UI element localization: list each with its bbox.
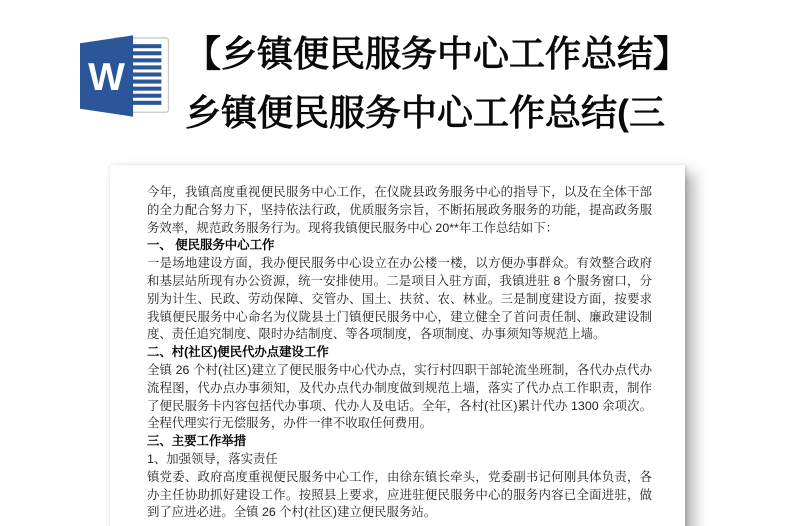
document-paragraph: 一是场地建设方面，我办便民服务中心设立在办公楼一楼，以方便办事群众。有效整合政府和基层站所现有办公资源，统一安排使用。二是项目入驻方面，我镇进驻 8 个服务窗口，分别为计生、民政、劳动保障、交管办、国土、扶贫、农、林业。三是制度建设方面，按要求我镇便民服务中心命名为仪陇县土门镇便民服务中心，建立健全了首问责任制、廉政建设制度、责任追究制度、限时办结制度、等各项制度，各项制度、办事须知等规范上墙。 — [147, 256, 652, 342]
document-title — [185, 24, 800, 142]
document-page — [110, 165, 685, 526]
document-heading: 三、主要工作举措 — [147, 434, 247, 449]
document-paragraph: 1、加强领导，落实责任 — [147, 451, 278, 466]
document-paragraph: 全镇 26 个村(社区)建立了便民服务中心代办点，实行村四职干部轮流坐班制，各代办点代办流程图，代办点办事须知，及代办点代办制度做到规范上墙，落实了代办点工作职责，制作了便民服务卡内容包括代办事项、代办人及电话。全年，各村(社区)累计代办 1300 余项次。全程代理实行无偿服务，办件一律不收取任何费用。 — [147, 362, 652, 431]
document-title-line-1: 【乡镇便民服务中心工作总结】 — [185, 33, 690, 74]
word-file-icon — [80, 32, 172, 120]
document-paragraph: 镇党委、政府高度重视便民服务中心工作，由徐东镇长牵头，党委副书记何刚具体负责，各办主任协助抓好建设工作。按照县上要求，应进驻便民服务中心的服务内容已全面进驻，做到了应进必进。全镇 26 个村(社区)建立便民服务站。 — [147, 469, 652, 520]
word-icon-letter: W — [88, 56, 125, 100]
document-heading: 一、 便民服务中心工作 — [147, 238, 275, 253]
document-title-line-2: 乡镇便民服务中心工作总结(三 — [185, 92, 665, 133]
document-body — [147, 184, 652, 522]
document-paragraph: 今年，我镇高度重视便民服务中心工作，在仪陇县政务服务中心的指导下，以及在全体干部的全力配合努力下，坚持依法行政，优质服务宗旨，不断拓展政务服务的功能，提高政务服务效率，规范政务服务行为。现将我镇便民服务中心 20**年工作总结如下： — [147, 185, 652, 235]
header — [0, 0, 800, 165]
document-heading: 二、村(社区)便民代办点建设工作 — [147, 345, 329, 360]
